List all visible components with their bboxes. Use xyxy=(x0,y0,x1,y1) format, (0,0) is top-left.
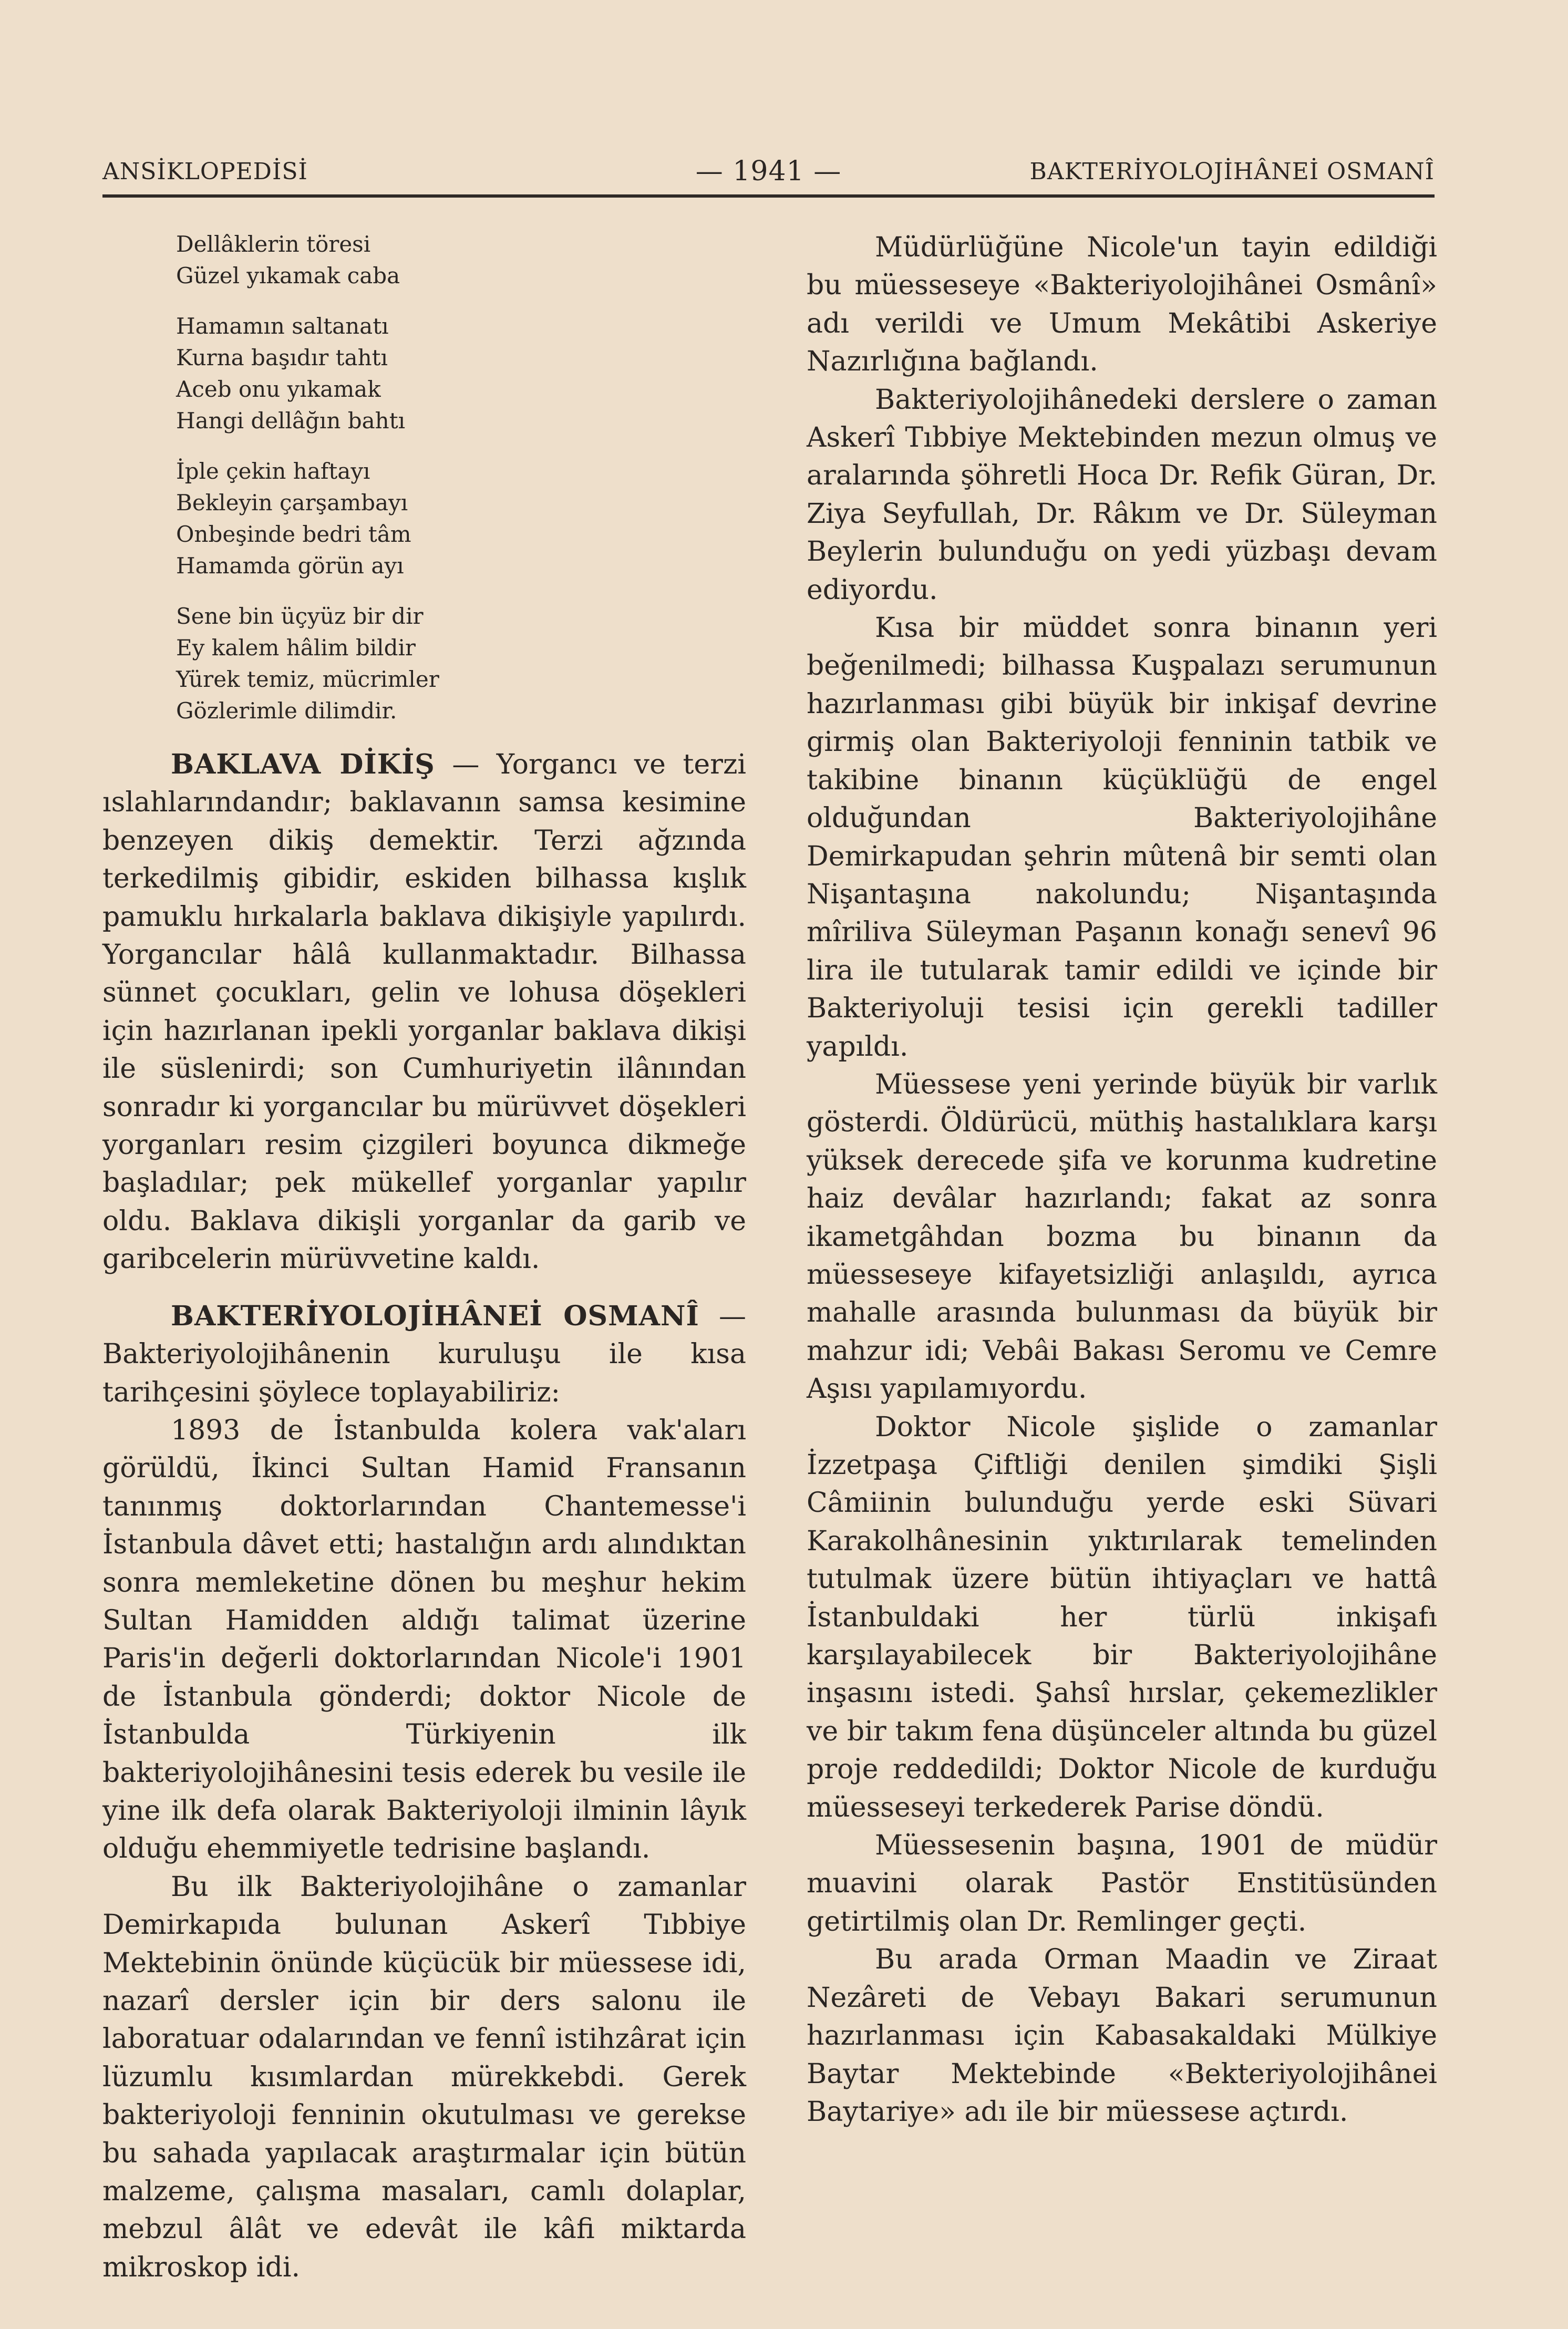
right-column xyxy=(807,229,1437,2131)
poem-line: Hamamda görün ayı xyxy=(176,553,404,579)
entry-paragraph: Kısa bir müddet sonra binanın yeri beğenilmedi; bilhassa Kuşpalazı serumunun hazırlanması gibi büyük bir inkişaf devrine girmiş olan Bakteriyoloji fenninin tatbik ve takibine binanın küçüklüğü de engel olduğundan Bakteriyolojihâne Demirkapudan şehrin mûtenâ bir semti olan Nişantaşına nakolundu; Nişantaşında mîriliva Süleyman Paşanın konağı senevî 96 lira ile tutularak tamir edildi ve içinde bir Bakteriyoluji tesisi için gerekli tadiller yapıldı. xyxy=(807,612,1437,1063)
entry-paragraph: 1893 de İstanbulda kolera vak'aları görüldü, İkinci Sultan Hamid Fransanın tanınmış doktorlarından Chantemesse'i İstanbula dâvet etti; hastalığın ardı alındıktan sonra memleketine dönen bu meşhur hekim Sultan Hamidden aldığı talimat üzerine Paris'in değerli doktorlarından Nicole'i 1901 de İstanbula gönderdi; doktor Nicole de İstanbulda Türkiyenin ilk bakteriyolojihânesini tesis ederek bu vesile ile yine ilk defa olarak Bakteriyoloji ilminin lâyık olduğu ehemmiyetle tedrisine başlandı. xyxy=(102,1414,746,1865)
page-number: — 1941 — xyxy=(695,156,842,187)
poem xyxy=(176,229,746,727)
poem-line: Güzel yıkamak caba xyxy=(176,263,400,288)
entry-paragraph: Müdürlüğüne Nicole'un tayin edildiği bu müesseseye «Bakteriyolojihânei Osmânî» adı verildi ve Umum Mekâtibi Askeriye Nazırlığına bağlandı. xyxy=(807,232,1437,378)
poem-stanza xyxy=(176,229,746,292)
poem-line: Hangi dellâğın bahtı xyxy=(176,408,406,434)
left-column xyxy=(102,229,746,2286)
entry-text: — Yorgancı ve terzi ıslahlarındandır; baklavanın samsa kesimine benzeyen dikiş demektir. Terzi ağzında terkedilmiş gibidir, eskiden bilhassa kışlık pamuklu hırkalarla baklava dikişiyle yapılırdı. Yorgancılar hâlâ kullanmaktadır. Bilhassa sünnet çocukları, gelin ve lohusa döşekleri için hazırlanan ipekli yorganlar baklava dikişi ile süslenirdi; son Cumhuriyetin ilânından sonradır ki yorgancılar bu mürüvvet döşekleri yorganları resim çizgileri boyunca dikmeğe başladılar; pek mükellef yorganlar yapılır oldu. Baklava dikişli yorganlar da garib ve garibcelerin mürüvvetine kaldı. xyxy=(102,749,746,1275)
entry-paragraph: Bu ilk Bakteriyolojihâne o zamanlar Demirkapıda bulunan Askerî Tıbbiye Mektebinin önünde küçücük bir müessese idi, nazarî dersler için bir ders salonu ile laboratuar odalarından ve fennî istihzârat için lüzumlu kısımlardan mürekkebdi. Gerek bakteriyoloji fenninin okutulması ve gerekse bu sahada yapılacak araştırmalar için bütün malzeme, çalışma masaları, camlı dolaplar, mebzul âlât ve edevât ile kâfi miktarda mikroskop idi. xyxy=(102,1871,746,2283)
poem-line: Bekleyin çarşambayı xyxy=(176,490,408,516)
entry-paragraph: Müessese yeni yerinde büyük bir varlık gösterdi. Öldürücü, müthiş hastalıklara karşı yüksek derecede şifa ve korunma kudretine haiz devâlar hazırlandı; fakat az sonra ikametgâhdan bozma bu binanın da müesseseye kifayetsizliği anlaşıldı, ayrıca mahalle arasında bulunması da büyük bir mahzur idi; Vebâi Bakası Seromu ve Cemre Aşısı yapılamıyordu. xyxy=(807,1068,1437,1405)
entry-paragraph xyxy=(102,1297,746,1411)
poem-line: İple çekin haftayı xyxy=(176,458,370,484)
poem-line: Kurna başıdır tahtı xyxy=(176,345,388,370)
entry-paragraph: Doktor Nicole şişlide o zamanlar İzzetpaşa Çiftliği denilen şimdiki Şişli Câmiinin bulunduğu yerde eski Süvari Karakolhânesinin yıktırılarak temelinden tutulmak üzere bütün ihtiyaçları ve hattâ İstanbuldaki her türlü inkişafı karşılayabilecek bir Bakteriyolojihâne inşasını istedi. Şahsî hırslar, çekemezlikler ve bir takım fena düşünceler altında bu güzel proje reddedildi; Doktor Nicole de kurduğu müesseseyi terkederek Parise döndü. xyxy=(807,1411,1437,1823)
entry-text: — Bakteriyolojihânenin kuruluşu ile kısa tarihçesini şöylece toplayabiliriz: xyxy=(102,1300,746,1408)
entry-bakteriyolojihane xyxy=(102,1297,746,2287)
poem-line: Onbeşinde bedri tâm xyxy=(176,521,411,547)
poem-line: Gözlerimle dilimdir. xyxy=(176,698,397,724)
poem-line: Dellâklerin töresi xyxy=(176,231,371,257)
entry-baklava-dikis xyxy=(102,746,746,1279)
poem-line: Yürek temiz, mücrimler xyxy=(176,666,439,692)
entry-paragraph: Bakteriyolojihânedeki derslere o zaman Askerî Tıbbiye Mektebinden mezun olmuş ve aralarında şöhretli Hoca Dr. Refik Güran, Dr. Ziya Seyfullah, Dr. Râkım ve Dr. Süleyman Beylerin bulunduğu on yedi yüzbaşı devam ediyordu. xyxy=(807,384,1437,606)
entry-paragraph xyxy=(102,746,746,1279)
poem-line: Sene bin üçyüz bir dir xyxy=(176,603,424,629)
poem-stanza xyxy=(176,311,746,437)
poem-line: Ey kalem hâlim bildir xyxy=(176,635,416,661)
entry-paragraph: Müessesenin başına, 1901 de müdür muavini olarak Pastör Enstitüsünden getirtilmiş olan Dr. Remlinger geçti. xyxy=(807,1830,1437,1938)
page-header xyxy=(102,152,1435,198)
entry-paragraph: Bu arada Orman Maadin ve Ziraat Nezâreti de Vebayı Bakari serumunun hazırlanması için Kabasakaldaki Mülkiye Baytar Mektebinde «Bekteriyolojihânei Baytariye» adı ile bir müessese açtırdı. xyxy=(807,1944,1437,2128)
header-left-title: ANSİKLOPEDİSİ xyxy=(102,158,308,185)
entry-heading: BAKLAVA DİKİŞ xyxy=(171,748,435,780)
poem-line: Aceb onu yıkamak xyxy=(176,376,381,402)
poem-stanza xyxy=(176,456,746,582)
poem-stanza xyxy=(176,601,746,727)
header-right-title: BAKTERİYOLOJİHÂNEİ OSMANÎ xyxy=(1029,158,1435,185)
poem-line: Hamamın saltanatı xyxy=(176,313,389,339)
entry-heading: BAKTERİYOLOJİHÂNEİ OSMANÎ xyxy=(171,1300,699,1332)
